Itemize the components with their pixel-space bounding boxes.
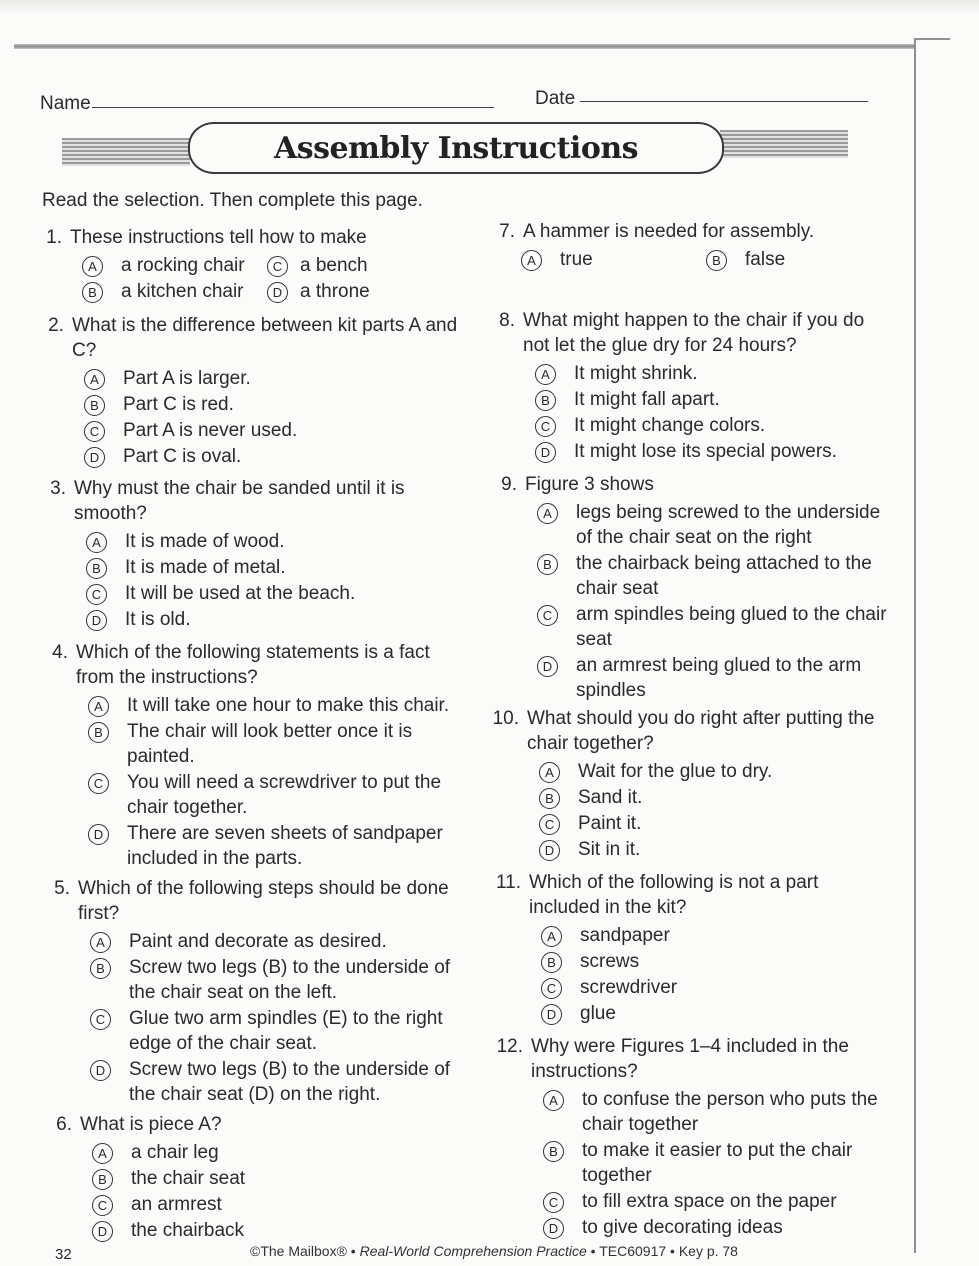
option-A[interactable] xyxy=(541,923,891,948)
option-D[interactable] xyxy=(88,821,468,871)
bubble-d-icon[interactable]: D xyxy=(535,442,556,463)
bubble-a-icon[interactable]: A xyxy=(539,762,560,783)
option-text: glue xyxy=(580,1003,616,1024)
question-text: What is piece A? xyxy=(80,1114,222,1135)
option-A[interactable] xyxy=(92,1140,472,1165)
bubble-b-icon[interactable]: B xyxy=(541,952,562,973)
option-B[interactable] xyxy=(90,955,470,1005)
option-text: Part C is oval. xyxy=(123,446,242,467)
bubble-d-icon[interactable]: D xyxy=(543,1218,564,1239)
option-A[interactable] xyxy=(543,1087,893,1137)
bubble-b-icon[interactable]: B xyxy=(84,395,105,416)
option-C[interactable] xyxy=(88,770,468,820)
option-text: It is made of metal. xyxy=(125,557,286,578)
option-text: You will need a screwdriver to put the chair together. xyxy=(127,772,442,818)
bubble-b-icon[interactable]: B xyxy=(537,554,558,575)
bubble-d-icon[interactable]: D xyxy=(84,447,105,468)
option-A[interactable] xyxy=(90,929,470,954)
question-text: Which of the following is not a part included in the kit? xyxy=(529,872,819,918)
option-text: Sit in it. xyxy=(578,839,641,860)
page-title: Assembly Instructions xyxy=(273,130,639,166)
question-6 xyxy=(42,1112,472,1243)
option-text: It will take one hour to make this chair. xyxy=(127,695,450,716)
option-text: It might lose its special powers. xyxy=(574,441,837,462)
question-8 xyxy=(485,308,885,464)
bubble-b-icon[interactable]: B xyxy=(543,1141,564,1162)
bubble-d-icon[interactable]: D xyxy=(539,840,560,861)
bubble-c-icon[interactable]: C xyxy=(90,1009,111,1030)
question-number: 3. xyxy=(50,478,66,499)
bubble-d-icon[interactable]: D xyxy=(86,610,107,631)
name-label: Name xyxy=(40,93,91,114)
question-text: Figure 3 shows xyxy=(525,474,654,495)
option-C[interactable] xyxy=(90,1006,470,1056)
top-rule xyxy=(14,44,914,49)
option-text: the chairback xyxy=(131,1220,245,1241)
option-B[interactable] xyxy=(537,551,887,601)
option-text: the chairback being attached to the chair seat xyxy=(576,553,872,599)
option-text: a kitchen chair xyxy=(121,281,244,302)
bubble-b-icon[interactable]: B xyxy=(92,1169,113,1190)
option-A[interactable] xyxy=(521,247,706,272)
option-text: It might fall apart. xyxy=(574,389,720,410)
option-B[interactable] xyxy=(535,387,885,412)
bubble-d-icon[interactable]: D xyxy=(92,1221,113,1242)
option-text: It might change colors. xyxy=(574,415,766,436)
option-text: The chair will look better once it is painted. xyxy=(127,721,413,767)
option-D[interactable] xyxy=(543,1215,893,1240)
option-D[interactable] xyxy=(90,1057,470,1107)
option-text: a rocking chair xyxy=(121,255,245,276)
question-number: 7. xyxy=(499,221,515,242)
title-stripe-left xyxy=(62,138,190,166)
option-text: to confuse the person who puts the chair together xyxy=(582,1089,878,1135)
bubble-c-icon[interactable]: C xyxy=(539,814,560,835)
bubble-c-icon[interactable]: C xyxy=(92,1195,113,1216)
bubble-b-icon[interactable]: B xyxy=(86,558,107,579)
option-text: a chair leg xyxy=(131,1142,219,1163)
bubble-d-icon[interactable]: D xyxy=(88,824,109,845)
option-text: the chair seat xyxy=(131,1168,246,1189)
option-D[interactable] xyxy=(84,444,464,469)
option-C[interactable] xyxy=(535,413,885,438)
option-D[interactable] xyxy=(535,439,885,464)
bubble-c-icon[interactable]: C xyxy=(88,773,109,794)
bubble-b-icon[interactable]: B xyxy=(88,722,109,743)
option-D[interactable] xyxy=(541,1001,891,1026)
bubble-a-icon[interactable]: A xyxy=(521,250,542,271)
option-B[interactable] xyxy=(82,279,267,304)
date-field[interactable] xyxy=(580,101,868,102)
option-text: screws xyxy=(580,951,640,972)
scan-edge-shadow xyxy=(0,0,979,14)
bubble-d-icon[interactable]: D xyxy=(537,656,558,677)
question-text: What is the difference between kit parts A and C? xyxy=(72,315,458,361)
right-page-edge-cap xyxy=(914,38,950,40)
option-A[interactable] xyxy=(82,253,267,278)
bubble-c-icon[interactable]: C xyxy=(84,421,105,442)
option-A[interactable] xyxy=(86,529,466,554)
option-text: true xyxy=(560,249,593,270)
option-text: legs being screwed to the underside of the chair seat on the right xyxy=(576,502,881,548)
question-text: Why were Figures 1–4 included in the instructions? xyxy=(531,1036,849,1082)
option-B[interactable] xyxy=(706,247,785,272)
footer-credit xyxy=(250,1243,738,1259)
title-banner xyxy=(188,122,724,174)
option-text: Screw two legs (B) to the underside of the chair seat on the left. xyxy=(129,957,451,1003)
question-9 xyxy=(487,472,887,703)
question-number: 5. xyxy=(54,878,70,899)
option-C[interactable] xyxy=(537,602,887,652)
bubble-a-icon[interactable]: A xyxy=(541,926,562,947)
option-text: Paint and decorate as desired. xyxy=(129,931,387,952)
option-A[interactable] xyxy=(535,361,885,386)
option-B[interactable] xyxy=(541,949,891,974)
question-number: 12. xyxy=(496,1036,523,1057)
option-A[interactable] xyxy=(84,366,464,391)
option-A[interactable] xyxy=(88,693,468,718)
bubble-b-icon[interactable]: B xyxy=(90,958,111,979)
right-page-edge xyxy=(914,38,916,1253)
bubble-a-icon[interactable]: A xyxy=(543,1090,564,1111)
option-B[interactable] xyxy=(92,1166,472,1191)
option-text: Screw two legs (B) to the underside of the chair seat (D) on the right. xyxy=(129,1059,451,1105)
question-text: These instructions tell how to make xyxy=(70,227,367,248)
question-5 xyxy=(40,876,470,1107)
bubble-a-icon[interactable]: A xyxy=(535,364,556,385)
option-text: It will be used at the beach. xyxy=(125,583,356,604)
bubble-c-icon[interactable]: C xyxy=(541,978,562,999)
bubble-d-icon[interactable]: D xyxy=(541,1004,562,1025)
option-B[interactable] xyxy=(86,555,466,580)
bubble-a-icon[interactable]: A xyxy=(86,532,107,553)
question-7 xyxy=(485,219,814,272)
date-label: Date xyxy=(535,88,576,109)
question-text: A hammer is needed for assembly. xyxy=(523,221,815,242)
question-number: 8. xyxy=(499,310,515,331)
option-text: It might shrink. xyxy=(574,363,698,384)
question-number: 10. xyxy=(492,708,519,729)
question-4 xyxy=(38,640,468,871)
option-C[interactable] xyxy=(92,1192,472,1217)
question-12 xyxy=(493,1034,893,1240)
option-text: to fill extra space on the paper xyxy=(582,1191,837,1212)
footer-suffix: • TEC60917 • Key p. 78 xyxy=(586,1243,738,1259)
option-text: Glue two arm spindles (E) to the right edge of the chair seat. xyxy=(129,1008,443,1054)
option-text: Paint it. xyxy=(578,813,642,834)
question-11 xyxy=(491,870,891,1026)
bubble-b-icon[interactable]: B xyxy=(82,282,103,303)
name-field[interactable] xyxy=(92,107,494,108)
bubble-a-icon[interactable]: A xyxy=(88,696,109,717)
bubble-a-icon[interactable]: A xyxy=(82,256,103,277)
question-2 xyxy=(34,313,464,469)
option-B[interactable] xyxy=(543,1138,893,1188)
question-number: 2. xyxy=(48,315,64,336)
bubble-b-icon[interactable]: B xyxy=(706,250,727,271)
option-text: false xyxy=(745,249,786,270)
bubble-c-icon[interactable]: C xyxy=(535,416,556,437)
option-text: Sand it. xyxy=(578,787,643,808)
option-C[interactable] xyxy=(86,581,466,606)
footer-book-title: Real-World Comprehension Practice xyxy=(359,1243,587,1259)
option-text: Wait for the glue to dry. xyxy=(578,761,773,782)
option-D[interactable] xyxy=(92,1218,472,1243)
question-text: Why must the chair be sanded until it is smooth? xyxy=(74,478,405,524)
question-text: Which of the following statements is a fact from the instructions? xyxy=(76,642,430,688)
option-D[interactable] xyxy=(539,837,889,862)
option-text: sandpaper xyxy=(580,925,670,946)
option-text: to make it easier to put the chair together xyxy=(582,1140,853,1186)
bubble-b-icon[interactable]: B xyxy=(535,390,556,411)
question-number: 6. xyxy=(56,1114,72,1135)
bubble-d-icon[interactable]: D xyxy=(267,282,288,303)
option-text: an armrest being glued to the arm spindles xyxy=(576,655,862,701)
option-D[interactable] xyxy=(537,653,887,703)
option-text: Part C is red. xyxy=(123,394,234,415)
question-text: What should you do right after putting the chair together? xyxy=(527,708,875,754)
option-C[interactable] xyxy=(541,975,891,1000)
option-text: Part A is never used. xyxy=(123,420,298,441)
title-stripe-right xyxy=(720,130,848,158)
bubble-c-icon[interactable]: C xyxy=(86,584,107,605)
bubble-a-icon[interactable]: A xyxy=(90,932,111,953)
option-C[interactable] xyxy=(267,253,368,278)
question-3 xyxy=(36,476,466,632)
option-text: to give decorating ideas xyxy=(582,1217,783,1238)
option-text: Part A is larger. xyxy=(123,368,251,389)
option-text: a bench xyxy=(300,255,368,276)
question-10 xyxy=(489,706,889,862)
option-text: an armrest xyxy=(131,1194,222,1215)
option-text: arm spindles being glued to the chair seat xyxy=(576,604,887,650)
question-number: 9. xyxy=(501,474,517,495)
option-C[interactable] xyxy=(84,418,464,443)
bubble-b-icon[interactable]: B xyxy=(539,788,560,809)
option-D[interactable] xyxy=(267,279,370,304)
footer-prefix: ©The Mailbox® • xyxy=(250,1243,360,1259)
question-number: 1. xyxy=(46,227,62,248)
option-C[interactable] xyxy=(543,1189,893,1214)
option-B[interactable] xyxy=(84,392,464,417)
option-B[interactable] xyxy=(88,719,468,769)
option-B[interactable] xyxy=(539,785,889,810)
bubble-c-icon[interactable]: C xyxy=(543,1192,564,1213)
bubble-a-icon[interactable]: A xyxy=(92,1143,113,1164)
option-A[interactable] xyxy=(537,500,887,550)
question-text: Which of the following steps should be done first? xyxy=(78,878,449,924)
page-number: 32 xyxy=(55,1246,72,1263)
option-text: There are seven sheets of sandpaper included in the parts. xyxy=(127,823,443,869)
bubble-a-icon[interactable]: A xyxy=(84,369,105,390)
question-text: What might happen to the chair if you do not let the glue dry for 24 hours? xyxy=(523,310,865,356)
question-number: 11. xyxy=(495,872,521,893)
intro-text: Read the selection. Then complete this page. xyxy=(42,190,423,211)
bubble-c-icon[interactable]: C xyxy=(267,256,288,277)
option-text: screwdriver xyxy=(580,977,678,998)
question-1 xyxy=(32,225,370,304)
option-text: It is old. xyxy=(125,609,191,630)
option-D[interactable] xyxy=(86,607,466,632)
option-text: It is made of wood. xyxy=(125,531,285,552)
question-number: 4. xyxy=(52,642,68,663)
bubble-a-icon[interactable]: A xyxy=(537,503,558,524)
option-text: a throne xyxy=(300,281,370,302)
option-C[interactable] xyxy=(539,811,889,836)
bubble-c-icon[interactable]: C xyxy=(537,605,558,626)
option-A[interactable] xyxy=(539,759,889,784)
bubble-d-icon[interactable]: D xyxy=(90,1060,111,1081)
